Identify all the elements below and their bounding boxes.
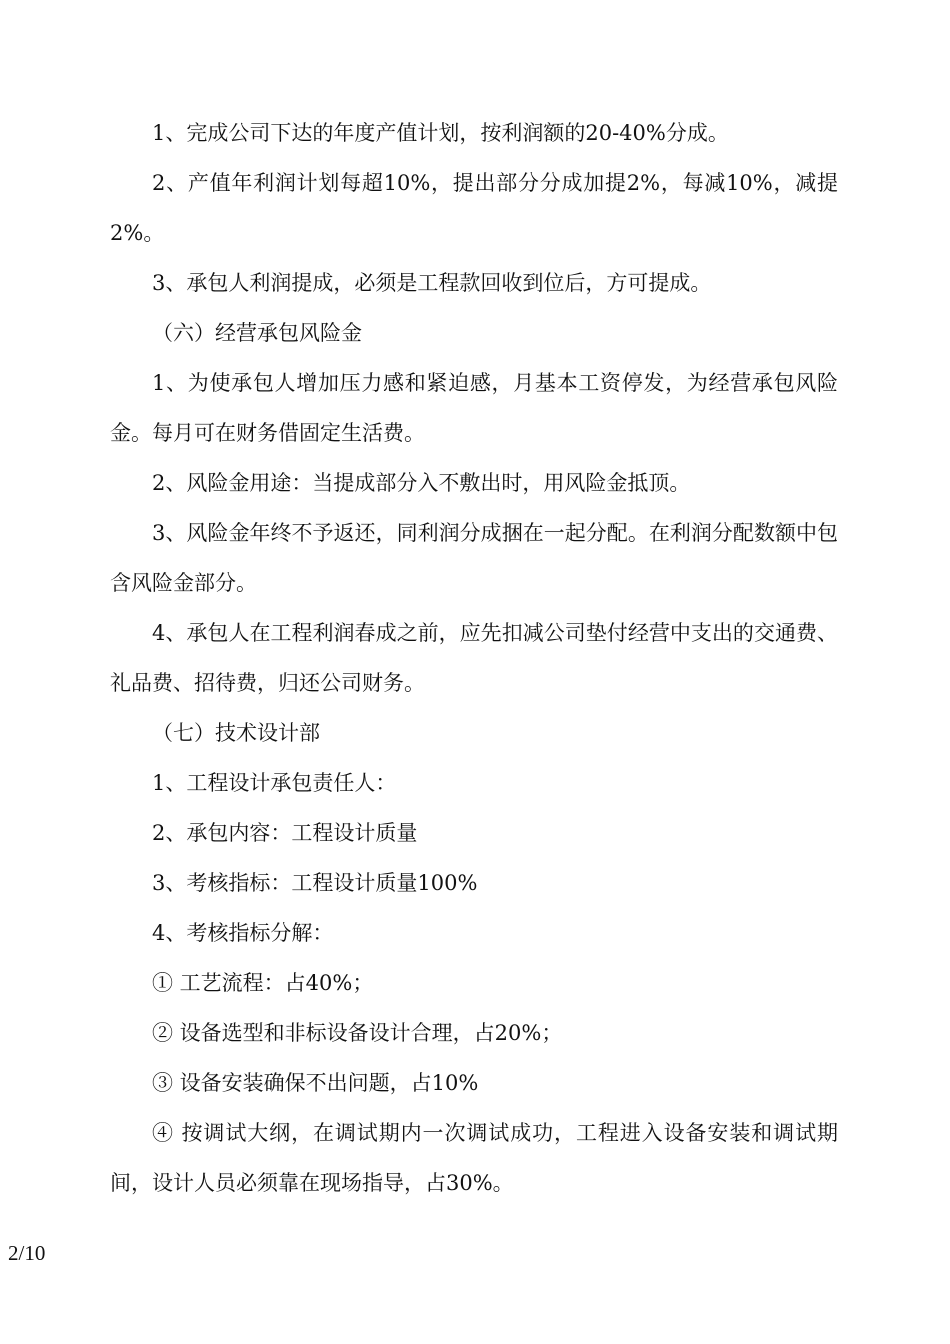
paragraph-1: 1、完成公司下达的年度产值计划，按利润额的20-40%分成。 xyxy=(152,121,729,145)
paragraph-2: 2、产值年利润计划每超10%，提出部分分成加提2%，每减10%，减提2%。 xyxy=(110,171,838,245)
list-item-2: ② 设备选型和非标设备设计合理，占20%； xyxy=(152,1021,563,1045)
list-item-3: ③ 设备安装确保不出问题，占10% xyxy=(152,1071,479,1095)
paragraph-10: 1、工程设计承包责任人： xyxy=(152,771,397,795)
paragraph-12: 3、考核指标：工程设计质量100% xyxy=(152,871,478,895)
paragraph-8: 4、承包人在工程利润春成之前，应先扣减公司垫付经营中支出的交通费、礼品费、招待费，归还公司财务。 xyxy=(110,621,838,695)
paragraph-13: 4、考核指标分解： xyxy=(152,921,334,945)
paragraph-7: 3、风险金年终不予返还，同利润分成捆在一起分配。在利润分配数额中包含风险金部分。 xyxy=(110,521,838,595)
list-item-4: ④ 按调试大纲，在调试期内一次调试成功，工程进入设备安装和调试期间，设计人员必须靠在现场指导，占30%。 xyxy=(110,1121,838,1195)
page-number: 2/10 xyxy=(8,1241,46,1265)
document-body xyxy=(110,108,838,1208)
list-item-1: ① 工艺流程：占40%； xyxy=(152,971,374,995)
section-heading-6: （六）经营承包风险金 xyxy=(152,321,362,345)
paragraph-6: 2、风险金用途：当提成部分入不敷出时，用风险金抵顶。 xyxy=(152,471,691,495)
paragraph-11: 2、承包内容：工程设计质量 xyxy=(152,821,418,845)
paragraph-5: 1、为使承包人增加压力感和紧迫感，月基本工资停发，为经营承包风险金。每月可在财务借固定生活费。 xyxy=(110,371,838,445)
paragraph-3: 3、承包人利润提成，必须是工程款回收到位后，方可提成。 xyxy=(152,271,712,295)
section-heading-7: （七）技术设计部 xyxy=(152,721,320,745)
